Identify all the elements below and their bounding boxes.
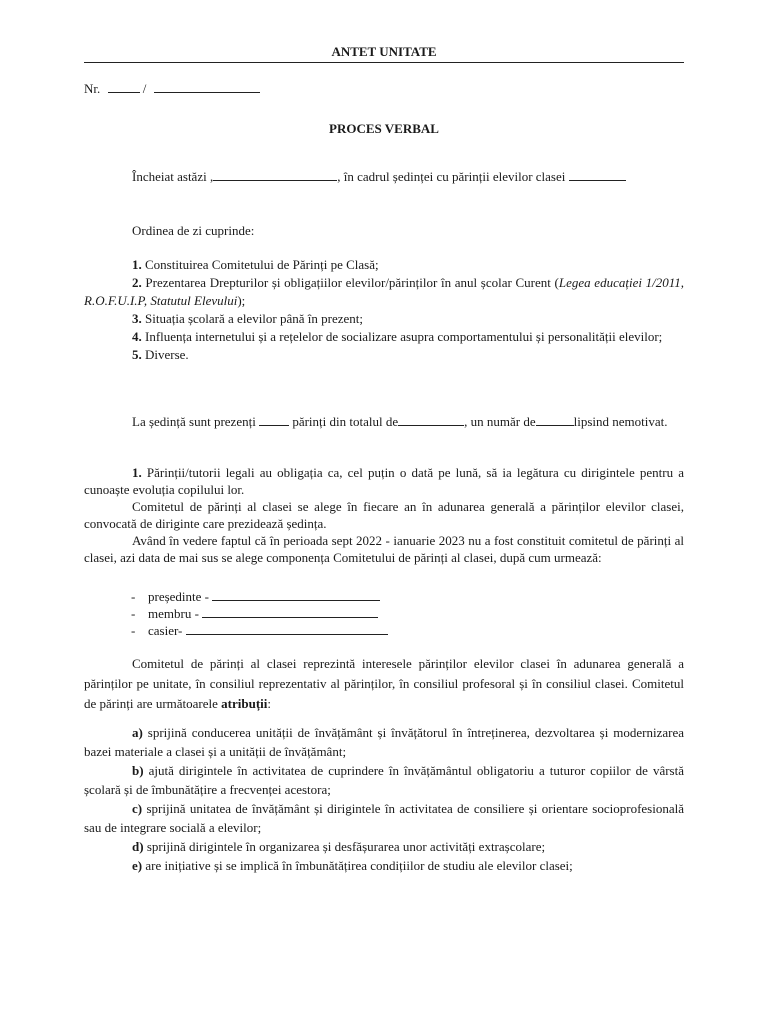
committee-president: - președinte - [84, 588, 684, 605]
agenda-list [84, 256, 684, 364]
committee-treasurer: - casier- [84, 622, 684, 639]
agenda-item: 4. Influența internetului și a rețelelor de socializare asupra comportamentului și personalității elevilor; [132, 329, 663, 344]
nr-separator: / [142, 81, 147, 96]
document-title: PROCES VERBAL [329, 121, 439, 136]
present-count-blank [259, 414, 289, 426]
committee-member: - membru - [84, 605, 684, 622]
nr-blank-2 [154, 81, 260, 93]
letterhead-title: ANTET UNITATE [331, 44, 437, 59]
section-paragraph: Comitetul de părinți al clasei se alege în fiecare an în adunarea generală a părinților elevilor clasei, convocată de diriginte care prezidează ședința. [84, 499, 684, 531]
attendance-paragraph: La ședință sunt prezenți părinți din totalul de , un număr de lipsind nemotivat. [132, 414, 668, 429]
intro-paragraph [84, 167, 684, 187]
attributions-list [84, 723, 684, 875]
agenda-item: 5. Diverse. [132, 347, 189, 362]
document-page [84, 0, 684, 1024]
treasurer-name-blank [186, 623, 388, 635]
intro-text-b: , în cadrul ședinței cu părinții elevilor clasei [337, 169, 566, 184]
registration-number-line [84, 81, 260, 97]
absent-count-blank [536, 414, 574, 426]
date-blank [213, 169, 337, 181]
committee-section [84, 464, 684, 566]
committee-list [84, 588, 684, 639]
member-name-blank [202, 606, 378, 618]
nr-label: Nr. [84, 81, 101, 96]
letterhead-divider [84, 62, 684, 63]
agenda-item: 3. Situația școlară a elevilor până în prezent; [132, 311, 364, 326]
attribution-item: d) sprijină dirigintele în organizarea și desfășurarea unor activități extrașcolare; [132, 839, 546, 854]
attributions-intro: Comitetul de părinți al clasei reprezintă interesele părinților elevilor clasei în adunarea generală a părinților pe unitate, în consiliul reprezentativ al părinților, în consiliul profesoral și în consiliul clasei. Comitetul de părinți are următoarele atribuții: [84, 656, 684, 711]
total-count-blank [398, 414, 464, 426]
attribution-item: a) sprijină conducerea unității de învățământ și învățătorul în întreținerea, dezvoltarea și modernizarea bazei materiale a clasei și a unității de învățământ; [84, 725, 685, 759]
agenda-item: 1. Constituirea Comitetului de Părinți pe Clasă; [132, 257, 379, 272]
attribution-item: c) sprijină unitatea de învățământ și dirigintele în activitatea de consiliere și orientare socioprofesională sau de integrare socială a elevilor; [84, 801, 684, 835]
agenda-item: 2. Prezentarea Drepturilor și obligațiilor elevilor/părinților în anul școlar Curent (Legea educației 1/2011, R.O.F.U.I.P, Statutul Elevului); [84, 275, 685, 308]
attribution-item: e) are inițiative și se implică în îmbunătățirea condițiilor de studiu ale elevilor clasei; [132, 858, 573, 873]
attribution-item: b) ajută dirigintele în activitatea de cuprindere în învățământul obligatoriu a tuturor copiilor de vârstă școlară și de îmbunătățire a frecvenței acestora; [84, 763, 684, 797]
class-blank [569, 169, 626, 181]
agenda-heading: Ordinea de zi cuprinde: [132, 223, 255, 238]
nr-blank-1 [108, 81, 140, 93]
section-paragraph: 1. Părinții/tutorii legali au obligația ca, cel puțin o dată pe lună, să ia legătura cu dirigintele pentru a cunoaște evoluția copilului lor. [84, 465, 684, 497]
intro-text-a: Încheiat astăzi , [132, 169, 214, 184]
section-paragraph: Având în vedere faptul că în perioada sept 2022 - ianuarie 2023 nu a fost constituit comitetul de părinți al clasei, azi data de mai sus se alege componența Comitetului de părinți al clasei, după cum urmează: [84, 533, 684, 565]
president-name-blank [212, 589, 380, 601]
